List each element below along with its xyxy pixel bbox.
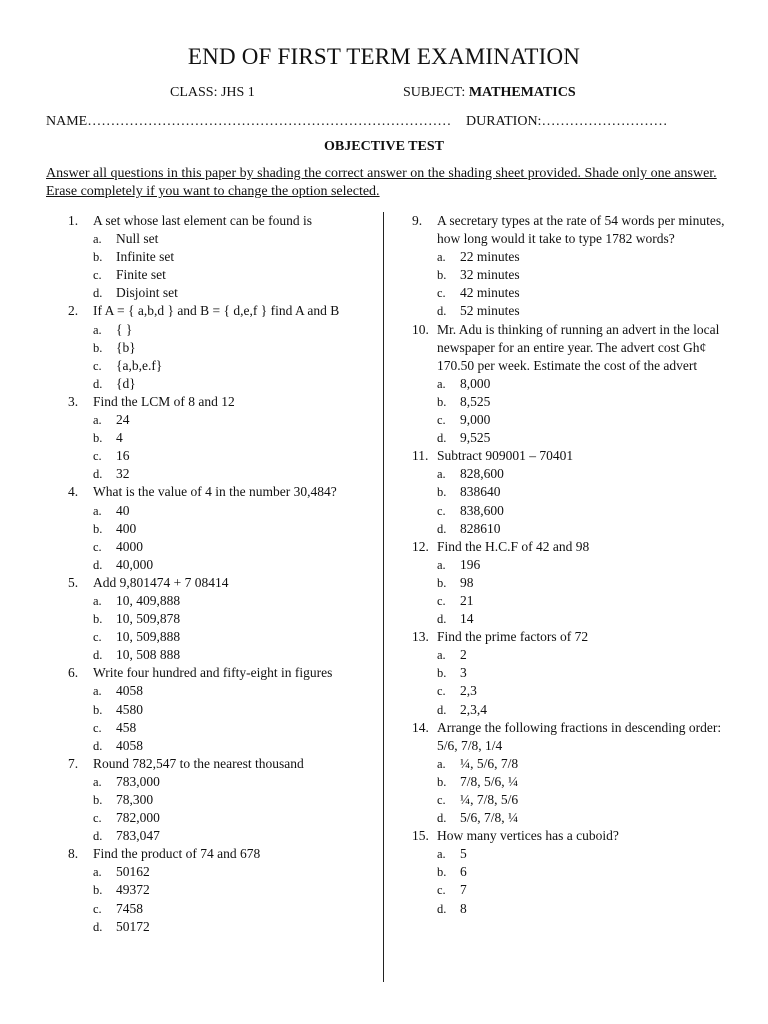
question-text: Add 9,801474 + 7 08414	[93, 574, 229, 590]
option-letter: a.	[437, 467, 446, 482]
option-letter: d.	[437, 702, 447, 717]
question-text: Subtract 909001 – 70401	[437, 448, 574, 464]
question-text: Mr. Adu is thinking of running an advert in the local newspaper for an entire year. The advert cost Gh¢ 170.50 per week. Estimate the cost of the advert	[437, 321, 720, 373]
option-letter: c.	[437, 684, 446, 699]
option-text: 838,600	[460, 502, 504, 518]
option-item	[93, 321, 380, 339]
option-text: 4058	[116, 737, 143, 753]
option-item	[93, 918, 380, 936]
option-letter: a.	[437, 557, 446, 572]
options-list	[437, 845, 742, 917]
question-row	[68, 664, 380, 682]
option-letter: c.	[93, 720, 102, 735]
option-text: {d}	[116, 375, 136, 391]
option-item	[93, 881, 380, 899]
option-item	[93, 900, 380, 918]
option-letter: b.	[93, 883, 103, 898]
question-item	[68, 845, 380, 935]
option-item	[93, 737, 380, 755]
options-list	[93, 230, 380, 302]
option-item	[437, 900, 742, 918]
option-letter: b.	[437, 774, 447, 789]
option-letter: c.	[437, 413, 446, 428]
option-text: 52 minutes	[460, 303, 520, 319]
option-text: Finite set	[116, 267, 166, 283]
option-text: 8	[460, 900, 467, 916]
option-item	[437, 664, 742, 682]
option-item	[437, 248, 742, 266]
option-text: 4	[116, 430, 123, 446]
question-row	[68, 574, 380, 592]
option-item	[93, 610, 380, 628]
question-row	[68, 755, 380, 773]
options-list	[437, 465, 742, 537]
option-letter: a.	[437, 376, 446, 391]
question-number: 10.	[412, 321, 429, 337]
option-text: 40	[116, 502, 130, 518]
subject-label	[403, 85, 576, 101]
question-row	[68, 483, 380, 501]
question-row	[412, 212, 742, 248]
question-number: 12.	[412, 538, 429, 554]
question-text: Find the prime factors of 72	[437, 629, 589, 645]
option-item	[93, 266, 380, 284]
name-line: NAME……………………………………………………………………	[46, 114, 452, 129]
option-letter: d.	[93, 286, 103, 301]
option-text: 4580	[116, 701, 143, 717]
question-text: Write four hundred and fifty-eight in figures	[93, 665, 333, 681]
option-letter: c.	[437, 503, 446, 518]
option-item	[93, 465, 380, 483]
option-letter: d.	[93, 738, 103, 753]
option-text: Disjoint set	[116, 285, 178, 301]
option-item	[93, 429, 380, 447]
option-text: 7	[460, 882, 467, 898]
option-item	[437, 393, 742, 411]
instructions: Answer all questions in this paper by shading the correct answer on the shading sheet provided. Shade only one answer. Erase completely if you want to change the option selected.	[46, 166, 717, 199]
option-letter: c.	[93, 901, 102, 916]
option-item	[93, 701, 380, 719]
section-title: OBJECTIVE TEST	[324, 139, 444, 154]
option-text: 783,000	[116, 773, 160, 789]
question-row	[412, 447, 742, 465]
option-text: 16	[116, 448, 130, 464]
option-item	[93, 502, 380, 520]
options-list	[437, 646, 742, 718]
question-text: Find the LCM of 8 and 12	[93, 393, 235, 409]
option-letter: d.	[93, 467, 103, 482]
option-letter: b.	[437, 575, 447, 590]
question-text: If A = { a,b,d } and B = { d,e,f } find A and B	[93, 303, 340, 319]
option-text: 196	[460, 556, 481, 572]
option-letter: d.	[93, 648, 103, 663]
question-item	[412, 321, 742, 448]
option-item	[437, 863, 742, 881]
option-letter: a.	[437, 648, 446, 663]
option-item	[93, 809, 380, 827]
option-item	[437, 520, 742, 538]
option-text: 50172	[116, 918, 150, 934]
option-letter: b.	[437, 268, 447, 283]
option-text: {b}	[116, 339, 136, 355]
option-text: 24	[116, 412, 130, 428]
option-text: 5	[460, 846, 467, 862]
option-text: 21	[460, 592, 474, 608]
option-text: 400	[116, 520, 137, 536]
question-text: A secretary types at the rate of 54 words per minutes, how long would it take to type 1782 words?	[437, 213, 725, 247]
subject-prefix: SUBJECT:	[403, 85, 469, 100]
question-row	[412, 827, 742, 845]
option-text: 828610	[460, 520, 501, 536]
option-text: 10, 409,888	[116, 592, 181, 608]
question-item	[412, 827, 742, 917]
option-item	[93, 556, 380, 574]
option-text: 8,525	[460, 393, 491, 409]
option-letter: c.	[93, 358, 102, 373]
question-item	[412, 628, 742, 718]
option-item	[437, 302, 742, 320]
option-item	[93, 339, 380, 357]
option-text: Null set	[116, 231, 159, 247]
option-letter: c.	[93, 630, 102, 645]
option-letter: c.	[437, 286, 446, 301]
option-letter: a.	[93, 774, 102, 789]
option-letter: d.	[93, 919, 103, 934]
subject-value: MATHEMATICS	[468, 85, 576, 100]
question-row	[412, 628, 742, 646]
options-list	[437, 375, 742, 447]
option-item	[437, 465, 742, 483]
option-letter: a.	[437, 756, 446, 771]
option-item	[437, 483, 742, 501]
options-list	[437, 755, 742, 827]
option-item	[93, 719, 380, 737]
question-row	[68, 212, 380, 230]
question-item	[68, 483, 380, 573]
option-item	[437, 411, 742, 429]
question-row	[412, 719, 742, 755]
option-letter: b.	[93, 521, 103, 536]
option-item	[437, 881, 742, 899]
question-row	[68, 302, 380, 320]
option-item	[93, 682, 380, 700]
option-letter: b.	[93, 340, 103, 355]
option-item	[93, 628, 380, 646]
options-list	[437, 556, 742, 628]
option-letter: b.	[437, 485, 447, 500]
option-item	[437, 755, 742, 773]
option-item	[93, 230, 380, 248]
option-letter: c.	[93, 268, 102, 283]
options-list	[93, 411, 380, 483]
option-letter: a.	[437, 250, 446, 265]
option-text: 98	[460, 574, 474, 590]
option-letter: c.	[437, 593, 446, 608]
option-text: 838640	[460, 484, 501, 500]
options-list	[93, 592, 380, 664]
options-list	[93, 502, 380, 574]
option-letter: a.	[93, 413, 102, 428]
option-letter: d.	[437, 521, 447, 536]
option-item	[93, 863, 380, 881]
option-letter: d.	[437, 901, 447, 916]
question-text: How many vertices has a cuboid?	[437, 828, 619, 844]
question-number: 4.	[68, 484, 79, 500]
question-number: 14.	[412, 719, 429, 735]
option-item	[93, 375, 380, 393]
options-list	[93, 863, 380, 935]
option-letter: d.	[437, 431, 447, 446]
option-item	[437, 375, 742, 393]
option-letter: c.	[93, 539, 102, 554]
question-item	[412, 719, 742, 828]
option-text: 783,047	[116, 828, 160, 844]
option-item	[93, 773, 380, 791]
option-item	[93, 520, 380, 538]
option-letter: d.	[437, 811, 447, 826]
question-row	[412, 321, 742, 375]
option-item	[93, 538, 380, 556]
question-item	[68, 212, 380, 302]
option-letter: d.	[93, 557, 103, 572]
question-number: 8.	[68, 846, 79, 862]
question-number: 11.	[412, 448, 429, 464]
option-letter: a.	[93, 593, 102, 608]
option-text: 4000	[116, 538, 143, 554]
option-letter: b.	[93, 793, 103, 807]
question-number: 15.	[412, 828, 429, 844]
question-text: Round 782,547 to the nearest thousand	[93, 755, 304, 771]
option-text: 6	[460, 864, 467, 880]
option-text: 7/8, 5/6, ¼	[460, 773, 519, 789]
option-text: 7458	[116, 900, 143, 916]
option-letter: c.	[437, 883, 446, 898]
option-text: 42 minutes	[460, 285, 520, 301]
duration-line: DURATION:………………………	[466, 114, 668, 129]
option-text: 828,600	[460, 466, 504, 482]
question-item	[412, 212, 742, 321]
option-letter: b.	[93, 702, 103, 717]
option-text: 2,3,4	[460, 701, 487, 717]
option-text: 9,525	[460, 430, 491, 446]
option-item	[437, 266, 742, 284]
option-letter: d.	[437, 612, 447, 627]
option-item	[437, 502, 742, 520]
option-letter: a.	[437, 847, 446, 862]
option-item	[437, 809, 742, 827]
option-text: 2	[460, 647, 467, 663]
option-item	[437, 556, 742, 574]
option-text: 782,000	[116, 810, 160, 826]
option-letter: a.	[93, 503, 102, 518]
option-letter: b.	[93, 612, 103, 627]
option-letter: a.	[93, 232, 102, 247]
option-letter: a.	[93, 322, 102, 337]
question-text: Arrange the following fractions in descending order: 5/6, 7/8, 1/4	[437, 719, 722, 753]
option-letter: b.	[93, 431, 103, 446]
option-item	[93, 592, 380, 610]
option-letter: b.	[437, 394, 447, 409]
class-label: CLASS: JHS 1	[170, 85, 255, 100]
option-letter: d.	[93, 829, 103, 844]
option-text: 50162	[116, 864, 150, 880]
option-item	[437, 845, 742, 863]
option-text: 10, 508 888	[116, 647, 181, 663]
option-item	[437, 682, 742, 700]
option-text: 458	[116, 719, 137, 735]
option-text: 14	[460, 611, 474, 627]
option-item	[437, 610, 742, 628]
option-text: 49372	[116, 882, 150, 898]
option-letter: b.	[437, 865, 447, 880]
option-item	[437, 791, 742, 809]
option-item	[93, 357, 380, 375]
question-item	[68, 755, 380, 845]
option-letter: d.	[93, 376, 103, 391]
option-text: 8,000	[460, 375, 491, 391]
option-letter: b.	[437, 666, 447, 681]
question-number: 1.	[68, 213, 79, 228]
option-item	[93, 447, 380, 465]
questions-left-column	[68, 212, 380, 936]
option-letter: c.	[93, 811, 102, 826]
option-text: ¼, 7/8, 5/6	[460, 792, 519, 807]
exam-title: END OF FIRST TERM EXAMINATION	[187, 44, 581, 69]
option-text: 22 minutes	[460, 249, 520, 265]
option-item	[93, 646, 380, 664]
question-item	[68, 393, 380, 483]
option-text: Infinite set	[116, 249, 175, 265]
question-text: What is the value of 4 in the number 30,484?	[93, 484, 337, 500]
option-letter: a.	[93, 684, 102, 699]
question-number: 2.	[68, 303, 79, 319]
option-text: 5/6, 7/8, ¼	[460, 810, 519, 826]
option-item	[437, 574, 742, 592]
option-text: 78,300	[116, 792, 154, 807]
question-item	[68, 574, 380, 664]
options-list	[437, 248, 742, 320]
option-letter: b.	[93, 250, 103, 265]
options-list	[93, 773, 380, 845]
option-item	[437, 592, 742, 610]
option-text: ¼, 5/6, 7/8	[460, 755, 519, 771]
question-row	[68, 845, 380, 863]
option-item	[93, 284, 380, 302]
option-item	[437, 284, 742, 302]
option-item	[93, 827, 380, 845]
option-text: 32	[116, 466, 130, 482]
question-number: 3.	[68, 393, 79, 409]
question-row	[68, 393, 380, 411]
option-text: 9,000	[460, 412, 491, 428]
option-text: 40,000	[116, 556, 154, 572]
question-text: Find the H.C.F of 42 and 98	[437, 538, 590, 554]
question-number: 7.	[68, 755, 79, 771]
question-number: 6.	[68, 665, 79, 681]
option-item	[437, 701, 742, 719]
option-text: 10, 509,878	[116, 611, 181, 627]
option-text: 3	[460, 665, 467, 681]
option-item	[437, 429, 742, 447]
option-text: 10, 509,888	[116, 629, 181, 645]
options-list	[93, 321, 380, 393]
question-number: 9.	[412, 213, 423, 228]
option-item	[93, 791, 380, 809]
option-text: 4058	[116, 683, 143, 699]
option-letter: a.	[93, 865, 102, 880]
question-row	[412, 538, 742, 556]
option-text: 32 minutes	[460, 267, 520, 283]
option-item	[437, 646, 742, 664]
option-text: 2,3	[460, 683, 477, 699]
option-item	[93, 248, 380, 266]
options-list	[93, 682, 380, 754]
column-divider	[383, 212, 384, 982]
question-text: A set whose last element can be found is	[93, 213, 312, 228]
question-item	[68, 664, 380, 754]
option-text: {a,b,e.f}	[116, 357, 163, 373]
option-letter: d.	[437, 304, 447, 319]
question-number: 13.	[412, 629, 429, 645]
option-text: { }	[116, 321, 133, 337]
questions-right-column	[412, 212, 742, 918]
question-number: 5.	[68, 574, 79, 590]
option-letter: c.	[437, 793, 446, 807]
question-item	[68, 302, 380, 392]
option-item	[437, 773, 742, 791]
option-item	[93, 411, 380, 429]
question-item	[412, 447, 742, 537]
question-text: Find the product of 74 and 678	[93, 846, 261, 862]
question-item	[412, 538, 742, 628]
option-letter: c.	[93, 449, 102, 464]
